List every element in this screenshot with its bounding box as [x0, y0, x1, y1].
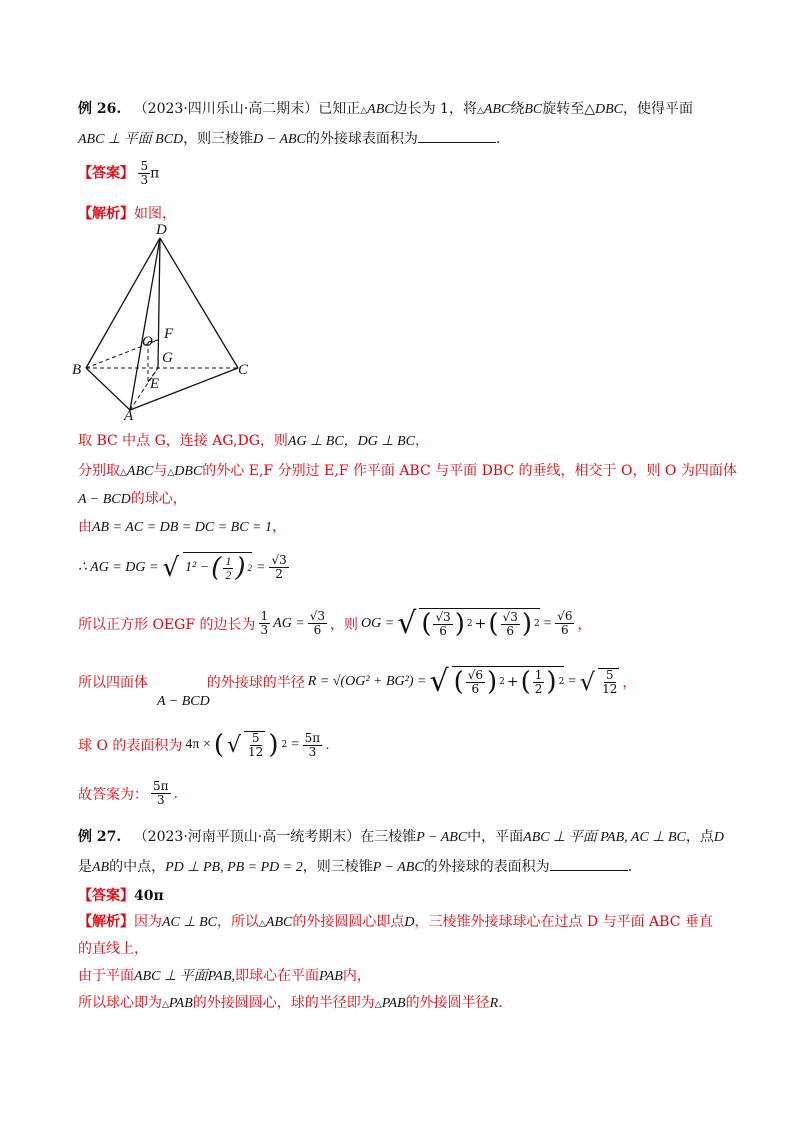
- label-O: O: [142, 334, 153, 350]
- label-C: C: [238, 362, 249, 378]
- numerator: 1: [225, 553, 232, 568]
- math: BC: [524, 102, 543, 117]
- math: 1² −: [185, 560, 210, 575]
- analysis-27-line2: [78, 938, 148, 958]
- line-DG: [158, 238, 160, 368]
- analysis-text: 的外接圆圆心，球的半径即为: [192, 995, 375, 1011]
- math: AG ⊥ BC，DG ⊥ BC: [287, 434, 415, 449]
- edge-BA: [86, 368, 130, 410]
- numerator: 5: [251, 731, 260, 745]
- analysis-text: 所以球心即为: [78, 995, 162, 1011]
- punct: ，: [414, 433, 429, 449]
- denominator: 6: [560, 623, 569, 637]
- numerator: √3: [502, 609, 518, 624]
- step-text: 分别取: [78, 463, 120, 479]
- label-E: E: [150, 376, 160, 392]
- denominator: 12: [602, 681, 618, 696]
- example-27-line2: [78, 856, 632, 876]
- analysis-text: 即球心在平面: [235, 968, 319, 984]
- analysis-27-line1: [78, 911, 713, 931]
- punct: ，: [271, 519, 286, 535]
- analysis-text: 的直线上，: [78, 941, 148, 957]
- math: AC ⊥ BC: [162, 915, 217, 930]
- punct: .: [495, 131, 501, 147]
- example-label: 例 26.: [78, 101, 122, 117]
- example-26-line2: [78, 128, 500, 148]
- punct: .: [498, 995, 503, 1011]
- math: ABC ⊥ 平面 BCD: [78, 132, 184, 147]
- answer-fraction: [138, 160, 150, 187]
- triangle-icon: △: [584, 101, 595, 117]
- sqrt-body: ( $\frac{√6}{6}$ ) 2 + ( $\frac{1}{2}$ ) 2: [453, 667, 565, 697]
- question-text: 边长为 1，将: [393, 101, 477, 117]
- label-G: G: [162, 350, 173, 366]
- analysis-27-line4: [78, 992, 503, 1012]
- numerator: 1: [534, 667, 543, 682]
- numerator: 5π: [153, 779, 169, 793]
- denominator: 2: [275, 567, 283, 581]
- numerator: 1: [260, 609, 269, 623]
- math: +: [506, 674, 519, 690]
- sqrt-body: 1² − ( $\frac{1}{2}$ ) 2: [185, 553, 252, 583]
- math: ABC ⊥ 平面 PAB, AC ⊥ BC: [523, 830, 686, 845]
- math: PAB: [319, 969, 343, 984]
- question-text: 的外接球表面积为: [305, 131, 418, 147]
- area-value: [303, 732, 323, 759]
- numerator: √6: [467, 667, 483, 682]
- pi: π: [150, 165, 160, 182]
- math: P − ABC: [372, 860, 424, 875]
- math: D: [713, 830, 724, 845]
- math: D: [404, 915, 415, 930]
- math: ABC ⊥ 平面: [134, 969, 208, 984]
- radicand: [244, 731, 265, 759]
- analysis-text: 由于平面: [78, 968, 134, 984]
- step-6: [78, 606, 591, 641]
- math: A − BCD: [157, 693, 210, 709]
- denominator: 3: [140, 173, 149, 187]
- math: A − BCD: [78, 492, 131, 507]
- numerator: 5π: [304, 730, 321, 745]
- question-text: 旋转至: [542, 101, 585, 117]
- math: PD ⊥ PB, PB = PD = 2: [165, 860, 303, 875]
- label-D: D: [156, 222, 167, 238]
- triangle-icon: △: [476, 106, 484, 116]
- step-text: 的外接球的半径: [206, 674, 305, 691]
- answer-line-27: [78, 885, 164, 905]
- step-1: [78, 430, 429, 450]
- punct: .: [325, 737, 330, 753]
- step-text: 所以四面体: [78, 674, 148, 691]
- numerator: √3: [309, 609, 326, 623]
- sqrt-symbol: √: [579, 667, 596, 696]
- triangle-icon: △: [167, 468, 175, 478]
- answer-tag: 【答案】: [78, 165, 134, 182]
- math: AG =: [273, 615, 305, 631]
- numerator: √6: [557, 609, 573, 623]
- tetrahedron-figure: [70, 222, 270, 422]
- triangle-icon: △: [120, 468, 127, 478]
- one-third: [259, 610, 271, 637]
- math: =: [290, 737, 300, 752]
- example-26-line1: [78, 98, 693, 118]
- math: ABC: [265, 915, 293, 930]
- step-7: [78, 664, 637, 709]
- math: OG =: [361, 615, 395, 631]
- analysis-text: ，所以: [216, 914, 259, 930]
- step-4: [78, 516, 286, 536]
- math: 4π ×: [185, 737, 211, 752]
- math: DBC: [174, 464, 203, 479]
- question-text: ，使得平面: [623, 101, 693, 117]
- step-2: [78, 460, 737, 480]
- analysis-text: 如图，: [134, 206, 176, 222]
- analysis-tag: 【解析】: [78, 914, 134, 930]
- source: （2023·河南平顶山·高一统考期末）: [133, 829, 361, 845]
- math: =: [567, 673, 577, 689]
- math: P − ABC: [416, 830, 468, 845]
- step-text: 故答案为：: [78, 786, 148, 803]
- analysis-27-line3: [78, 965, 371, 985]
- question-text: 已知正: [318, 101, 361, 117]
- math: D − ABC: [253, 132, 306, 147]
- math: AB: [92, 860, 110, 875]
- example-label: 例 27.: [78, 829, 122, 845]
- sqrt-body: ( $\frac{√3}{6}$ ) 2 + ( $\frac{√3}{6}$ ) 2: [421, 609, 540, 639]
- analysis-text: ，三棱锥外接球球心在过点 D 与平面 ABC 垂直: [414, 914, 713, 930]
- triangle-icon: △: [258, 919, 266, 929]
- side-length: [308, 610, 327, 637]
- radius-value: [598, 668, 619, 696]
- math: ∴ AG = DG =: [78, 560, 159, 575]
- math: AB = AC = DB = DC = BC = 1: [92, 520, 272, 535]
- triangle-icon: △: [360, 106, 368, 116]
- result-fraction: [269, 554, 288, 581]
- answer-blank: [418, 130, 496, 143]
- step-text: 的外心 E,F 分别过 E,F 作平面 ABC 与平面 DBC 的垂线，相交于 O，则 O 为四面体: [202, 463, 737, 479]
- analysis-text: 因为: [134, 914, 162, 930]
- math: R: [489, 996, 499, 1011]
- question-text: ，则三棱锥: [302, 859, 373, 875]
- question-text: 的外接球的表面积为: [423, 859, 550, 875]
- question-text: 的中点，: [109, 859, 166, 875]
- step-text: 与: [153, 463, 168, 479]
- analysis-tag: 【解析】: [78, 206, 134, 222]
- question-text: 是: [78, 859, 92, 875]
- sqrt-symbol: √: [397, 606, 417, 641]
- example-27-line1: [78, 826, 724, 846]
- analysis-line: [78, 203, 176, 223]
- step-text: 的球心，: [130, 491, 187, 507]
- punct: ，: [622, 674, 637, 691]
- numerator: √3: [271, 553, 287, 567]
- triangle-icon: △: [162, 1000, 169, 1010]
- math: PAB,: [207, 969, 235, 984]
- answer-value: 40π: [134, 888, 164, 904]
- question-text: 在三棱锥: [360, 829, 417, 845]
- og-value: [555, 610, 574, 637]
- question-text: ，则三棱锥: [183, 131, 254, 147]
- final-answer: [151, 780, 171, 807]
- denominator: 2: [225, 567, 232, 582]
- math: DBC: [595, 102, 623, 117]
- step-text: 取 BC 中点 G，连接 AG,DG，则: [78, 433, 288, 449]
- math: R = √(OG² + BG²) =: [307, 673, 427, 689]
- step-8: 球 O 的表面积为 4π × ( √ $\frac{5}{12}$ ) 2 = $\frac{5\pi}{3}$ .: [78, 730, 330, 760]
- answer-blank: [550, 858, 628, 871]
- step-3: [78, 488, 187, 508]
- question-text: ，点: [685, 829, 714, 845]
- denominator: 6: [471, 681, 480, 696]
- sqrt-symbol: √: [162, 552, 180, 583]
- math: PAB: [381, 996, 406, 1011]
- question-text: 中，平面: [467, 829, 524, 845]
- analysis-text: 内，: [342, 968, 371, 984]
- denominator: 6: [439, 623, 447, 638]
- analysis-text: 的外接圆圆心即点: [292, 914, 405, 930]
- punct: .: [627, 859, 633, 875]
- denominator: 3: [260, 623, 269, 637]
- numerator: 5: [140, 159, 149, 173]
- label-A: A: [124, 408, 134, 422]
- analysis-text: 的外接圆半径: [405, 995, 490, 1011]
- math: ABC: [126, 464, 154, 479]
- step-9: [78, 780, 178, 807]
- sqrt-symbol: √: [429, 664, 449, 699]
- denominator: 3: [156, 793, 165, 807]
- label-B: B: [72, 362, 82, 378]
- denominator: 6: [506, 623, 514, 638]
- step-text: ，则: [330, 616, 359, 633]
- math: ABC: [367, 102, 394, 117]
- source: （2023·四川乐山·高二期末）: [133, 101, 319, 117]
- denominator: 2: [534, 681, 543, 696]
- numerator: √3: [435, 609, 451, 624]
- math: =: [542, 615, 553, 631]
- math: PAB: [168, 996, 193, 1011]
- step-text: 所以正方形 OEGF 的边长为: [78, 616, 256, 633]
- punct: ，: [577, 616, 592, 633]
- math: +: [474, 616, 487, 632]
- numerator: 5: [605, 667, 614, 682]
- math: ABC: [483, 102, 511, 117]
- label-F: F: [164, 326, 174, 342]
- punct: .: [173, 785, 178, 802]
- denominator: 3: [308, 744, 317, 759]
- triangle-icon: △: [374, 1000, 382, 1010]
- edge-DC: [160, 238, 238, 368]
- edge-AC: [130, 368, 238, 410]
- step-5: ∴ AG = DG = √ 1² − ( $\frac{1}{2}$ ) 2 = $\frac{√3}{2}$: [78, 552, 287, 583]
- answer-tag: 【答案】: [78, 888, 134, 904]
- question-text: 绕: [510, 101, 525, 117]
- denominator: 6: [313, 623, 322, 637]
- answer-line: [78, 160, 159, 187]
- step-text: 由: [78, 519, 92, 535]
- step-text: 球 O 的表面积为: [78, 738, 183, 754]
- denominator: 12: [248, 745, 264, 759]
